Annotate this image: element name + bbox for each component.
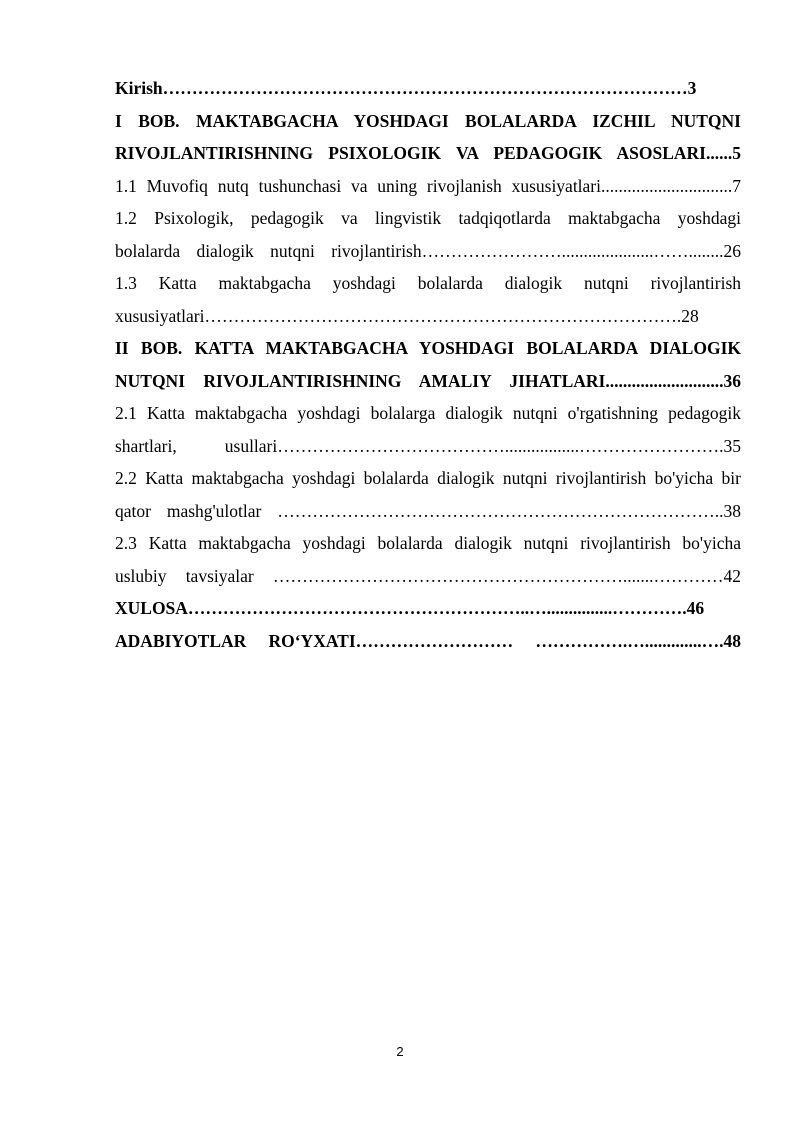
toc-entry-2-1-line2: shartlari, usullari………………………………….................…………………….35 (115, 435, 741, 456)
toc-entry-1-2-line2: bolalarda dialogik nutqni rivojlantirish…………………….....................……........26 (115, 240, 741, 261)
toc-entry-bob1-line2: RIVOJLANTIRISHNING PSIXOLOGIK VA PEDAGOGIK ASOSLARI......5 (115, 143, 741, 163)
toc-entry-2-2-line2: qator mashg'ulotlar …………………………………………………………………..38 (115, 500, 741, 521)
toc-entry-bob2-line2: NUTQNI RIVOJLANTIRISHNING AMALIY JIHATLARI...........................36 (115, 370, 741, 391)
toc-entry-bob2-line1: II BOB. KATTA MAKTABGACHA YOSHDAGI BOLALARDA DIALOGIK (115, 338, 741, 358)
page-number: 2 (396, 1044, 404, 1059)
toc-entry-xulosa: XULOSA…………………………………………………..…...............………….46 (115, 598, 705, 618)
toc-entry-1-3-line2: xususiyatlari……………………………………………………………………….28 (115, 305, 699, 326)
toc-entry-1-2-line1: 1.2 Psixologik, pedagogik va lingvistik tadqiqotlarda maktabgacha yoshdagi (115, 208, 741, 228)
toc-entry-2-3-line2: uslubiy tavsiyalar …………………………………………………….......…………42 (115, 565, 741, 586)
toc-entry-2-2-line1: 2.2 Katta maktabgacha yoshdagi bolalarda dialogik nutqni rivojlantirish bo'yicha bir (115, 468, 741, 488)
toc-entry-2-1-line1: 2.1 Katta maktabgacha yoshdagi bolalarga dialogik nutqni o'rgatishning pedagogik (115, 403, 741, 423)
toc-entry-1-3-line1: 1.3 Katta maktabgacha yoshdagi bolalarda dialogik nutqni rivojlantirish (115, 273, 741, 293)
table-of-contents (115, 72, 741, 657)
toc-entry-1-1: 1.1 Muvofiq nutq tushunchasi va uning rivojlanish xususiyatlari..............................7 (115, 175, 741, 196)
toc-entry-adabiyotlar: ADABIYOTLAR RO‘YXATI……………………… …………….….............….48 (115, 630, 741, 651)
toc-entry-2-3-line1: 2.3 Katta maktabgacha yoshdagi bolalarda dialogik nutqni rivojlantirish bo'yicha (115, 533, 741, 553)
toc-entry-kirish: Kirish………………………………………………………………………………3 (115, 78, 697, 98)
toc-entry-bob1-line1: I BOB. MAKTABGACHA YOSHDAGI BOLALARDA IZCHIL NUTQNI (115, 110, 741, 131)
